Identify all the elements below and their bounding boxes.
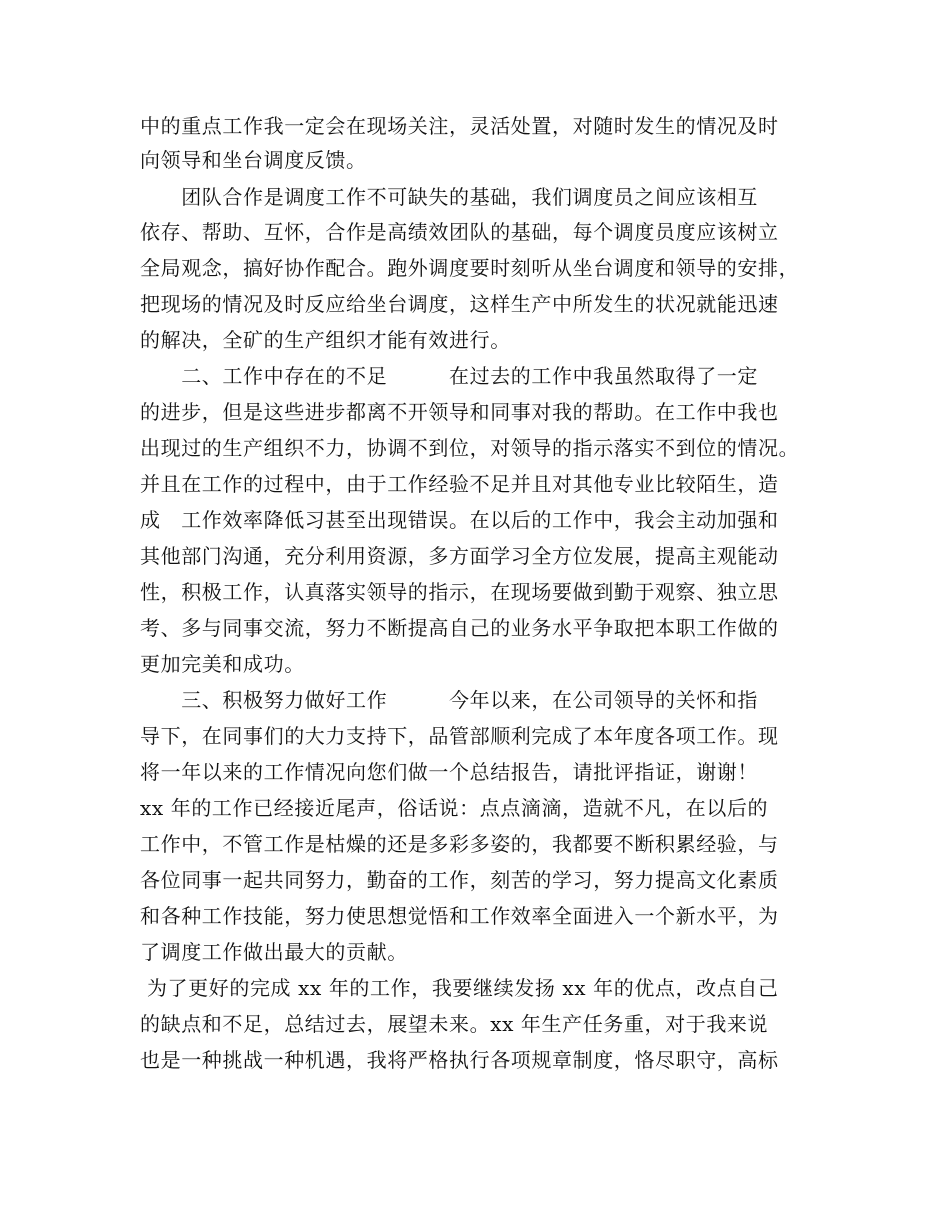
text-line: 工作中，不管工作是枯燥的还是多彩多姿的，我都要不断积累经验，与 — [140, 832, 779, 856]
text-line: 更加完美和成功。 — [140, 652, 305, 676]
text-line: 导下，在同事们的大力支持下，品管部顺利完成了本年度各项工作。现 — [140, 724, 779, 748]
text-line: 向领导和坐台调度反馈。 — [140, 148, 367, 172]
text-line: 也是一种挑战一种机遇，我将严格执行各项规章制度，恪尽职守，高标 — [140, 1048, 779, 1072]
text-line: 性，积极工作，认真落实领导的指示，在现场要做到勤于观察、独立思 — [140, 580, 779, 604]
text-line: 和各种工作技能，努力使思想觉悟和工作效率全面进入一个新水平，为 — [140, 904, 779, 928]
text-line: 各位同事一起共同努力，勤奋的工作，刻苦的学习，努力提高文化素质 — [140, 868, 779, 892]
text-line: 考、多与同事交流，努力不断提高自己的业务水平争取把本职工作做的 — [140, 616, 779, 640]
text-line: 成 工作效率降低习甚至出现错误。在以后的工作中，我会主动加强和 — [140, 508, 779, 532]
text-line: 为了更好的完成 xx 年的工作，我要继续发扬 xx 年的优点，改点自己 — [140, 976, 779, 1000]
text-line: 全局观念，搞好协作配合。跑外调度要时刻听从坐台调度和领导的安排， — [140, 256, 800, 280]
text-line: 依存、帮助、互怀，合作是高绩效团队的基础，每个调度员度应该树立 — [140, 220, 779, 244]
text-line: 把现场的情况及时反应给坐台调度，这样生产中所发生的状况就能迅速 — [140, 292, 779, 316]
text-line: 了调度工作做出最大的贡献。 — [140, 940, 408, 964]
text-line: 中的重点工作我一定会在现场关注，灵活处置，对随时发生的情况及时 — [140, 114, 779, 138]
text-line: xx 年的工作已经接近尾声，俗话说：点点滴滴，造就不凡，在以后的 — [140, 796, 769, 820]
section-heading-line: 二、工作中存在的不足 在过去的工作中我虽然取得了一定 — [140, 364, 758, 388]
text-line: 并且在工作的过程中，由于工作经验不足并且对其他专业比较陌生，造 — [140, 472, 779, 496]
text-line: 的缺点和不足，总结过去，展望未来。xx 年生产任务重，对于我来说 — [140, 1012, 769, 1036]
text-line: 的解决，全矿的生产组织才能有效进行。 — [140, 328, 511, 352]
text-line: 出现过的生产组织不力，协调不到位，对领导的指示落实不到位的情况。 — [140, 436, 800, 460]
text-line: 的进步，但是这些进步都离不开领导和同事对我的帮助。在工作中我也 — [140, 400, 779, 424]
section-heading-line: 三、积极努力做好工作 今年以来，在公司领导的关怀和指 — [140, 688, 758, 712]
text-line: 将一年以来的工作情况向您们做一个总结报告，请批评指证，谢谢！ — [140, 760, 758, 784]
text-line: 团队合作是调度工作不可缺失的基础，我们调度员之间应该相互 — [140, 185, 758, 209]
text-line: 其他部门沟通，充分利用资源，多方面学习全方位发展，提高主观能动 — [140, 544, 779, 568]
